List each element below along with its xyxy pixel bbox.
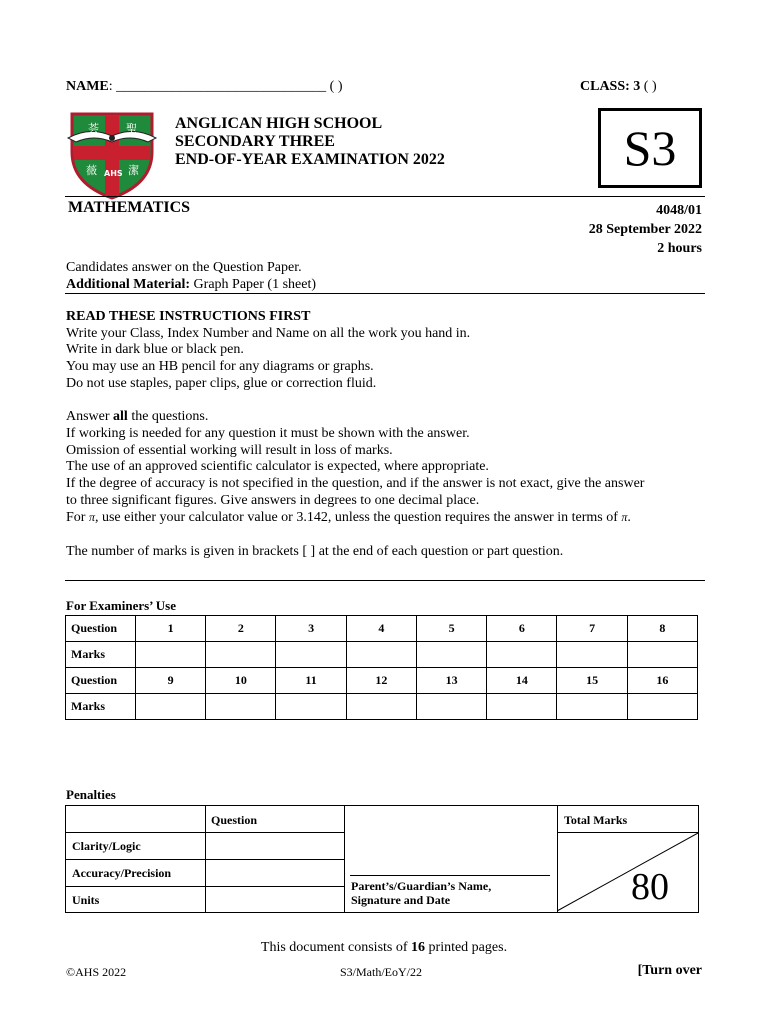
paper-details xyxy=(589,201,702,258)
table-row xyxy=(66,668,698,694)
marks-note: The number of marks is given in brackets [ ] at the end of each question or part question. xyxy=(66,543,564,559)
name-label: NAME xyxy=(66,79,109,94)
total-marks-diagonal xyxy=(557,833,698,912)
marks-cell[interactable] xyxy=(135,642,205,668)
instructions-heading: READ THESE INSTRUCTIONS FIRST xyxy=(66,309,311,324)
marks-cell[interactable] xyxy=(206,642,276,668)
question-number: 7 xyxy=(557,616,627,642)
penalty-entry-cell[interactable] xyxy=(206,833,343,858)
materials xyxy=(66,259,316,293)
crest-char-1: 荟 xyxy=(88,122,99,135)
marks-cell[interactable] xyxy=(487,694,557,720)
school-crest-logo xyxy=(66,108,158,200)
instruction-line: If the degree of accuracy is not specified in the question, and if the answer is not exact, give the answer xyxy=(66,476,645,492)
pi-line: For π, use either your calculator value or 3.142, unless the question requires the answer in terms of π. xyxy=(66,510,631,526)
copyright: ©AHS 2022 xyxy=(66,965,127,979)
name-blank: : ______________________________ ( ) xyxy=(108,79,343,94)
school-name: ANGLICAN HIGH SCHOOL xyxy=(175,115,383,132)
class-label: CLASS: 3 xyxy=(580,79,641,94)
marks-cell[interactable] xyxy=(346,694,416,720)
total-marks-value: 80 xyxy=(631,866,669,908)
marks-cell[interactable] xyxy=(627,642,697,668)
school-level: SECONDARY THREE xyxy=(175,133,335,150)
level-box: S3 xyxy=(598,108,702,188)
divider xyxy=(65,293,705,294)
examiners-table xyxy=(65,615,698,720)
penalty-row-label: Accuracy/Precision xyxy=(72,866,172,880)
marks-cell[interactable] xyxy=(276,642,346,668)
marks-cell[interactable] xyxy=(135,694,205,720)
instructions xyxy=(66,309,644,561)
additional-material-label: Additional Material: xyxy=(66,277,191,292)
divider xyxy=(65,196,705,197)
instruction-line: Write in dark blue or black pen. xyxy=(66,342,244,358)
paper-code: 4048/01 xyxy=(656,203,702,218)
parent-signature-label: Parent’s/Guardian’s Name, Signature and Date xyxy=(351,879,492,907)
name-field[interactable] xyxy=(66,79,343,95)
question-number: 4 xyxy=(346,616,416,642)
instruction-line: You may use an HB pencil for any diagrams or graphs. xyxy=(66,359,374,375)
signature-line[interactable] xyxy=(350,875,550,876)
exam-duration: 2 hours xyxy=(657,241,702,256)
exam-date: 28 September 2022 xyxy=(588,222,702,237)
examiners-heading: For Examiners’ Use xyxy=(66,598,176,613)
marks-cell[interactable] xyxy=(627,694,697,720)
crest-char-3: 薇 xyxy=(86,164,97,177)
marks-cell[interactable] xyxy=(276,694,346,720)
penalty-row-label: Units xyxy=(72,893,100,907)
penalties-table xyxy=(65,805,699,913)
marks-cell[interactable] xyxy=(557,642,627,668)
marks-cell[interactable] xyxy=(557,694,627,720)
question-number: 6 xyxy=(487,616,557,642)
turn-over: [Turn over xyxy=(637,963,702,978)
question-label: Question xyxy=(66,616,136,642)
penalty-entry-cell[interactable] xyxy=(206,887,343,911)
question-number: 9 xyxy=(135,668,205,694)
question-number: 15 xyxy=(557,668,627,694)
instruction-line: The use of an approved scientific calculator is expected, where appropriate. xyxy=(66,459,489,475)
instruction-line: Omission of essential working will result in loss of marks. xyxy=(66,442,393,458)
subject-name: MATHEMATICS xyxy=(68,199,191,216)
question-number: 13 xyxy=(416,668,486,694)
crest-char-4: 潔 xyxy=(128,164,139,177)
marks-label: Marks xyxy=(66,642,136,668)
question-number: 1 xyxy=(135,616,205,642)
instruction-line: Write your Class, Index Number and Name on all the work you hand in. xyxy=(66,325,471,341)
penalty-entry-cell[interactable] xyxy=(206,860,343,885)
question-number: 11 xyxy=(276,668,346,694)
question-number: 3 xyxy=(276,616,346,642)
question-number: 5 xyxy=(416,616,486,642)
table-row xyxy=(66,694,698,720)
marks-cell[interactable] xyxy=(346,642,416,668)
table-row xyxy=(66,642,698,668)
marks-cell[interactable] xyxy=(416,694,486,720)
question-number: 10 xyxy=(206,668,276,694)
class-field[interactable] xyxy=(580,79,657,95)
total-marks-label: Total Marks xyxy=(564,813,628,827)
penalties-heading: Penalties xyxy=(66,787,116,802)
question-number: 8 xyxy=(627,616,697,642)
crest-char-2: 聖 xyxy=(126,122,137,135)
additional-material-value: Graph Paper (1 sheet) xyxy=(190,277,316,292)
question-number: 16 xyxy=(627,668,697,694)
exam-name: END-OF-YEAR EXAMINATION 2022 xyxy=(175,151,445,168)
school-title xyxy=(175,115,445,169)
table-row xyxy=(66,616,698,642)
crest-ahs: AHS xyxy=(104,169,123,178)
divider xyxy=(65,580,705,581)
marks-cell[interactable] xyxy=(416,642,486,668)
instruction-line: If working is needed for any question it must be shown with the answer. xyxy=(66,425,470,441)
marks-cell[interactable] xyxy=(206,694,276,720)
instruction-line: Do not use staples, paper clips, glue or correction fluid. xyxy=(66,375,377,391)
page-count: This document consists of 16 printed pages. xyxy=(260,940,508,955)
penalty-question-header: Question xyxy=(211,813,258,827)
crest-icon xyxy=(66,108,158,200)
marks-cell[interactable] xyxy=(487,642,557,668)
paper-reference: S3/Math/EoY/22 xyxy=(340,965,423,979)
question-number: 2 xyxy=(206,616,276,642)
answer-all-line: Answer all the questions. xyxy=(66,409,209,425)
penalty-row-label: Clarity/Logic xyxy=(72,839,141,853)
marks-label: Marks xyxy=(66,694,136,720)
instruction-line: to three significant figures. Give answers in degrees to one decimal place. xyxy=(66,492,480,508)
question-label: Question xyxy=(66,668,136,694)
question-number: 12 xyxy=(346,668,416,694)
candidates-note: Candidates answer on the Question Paper. xyxy=(66,260,302,275)
question-number: 14 xyxy=(487,668,557,694)
class-blank: ( ) xyxy=(643,79,657,94)
